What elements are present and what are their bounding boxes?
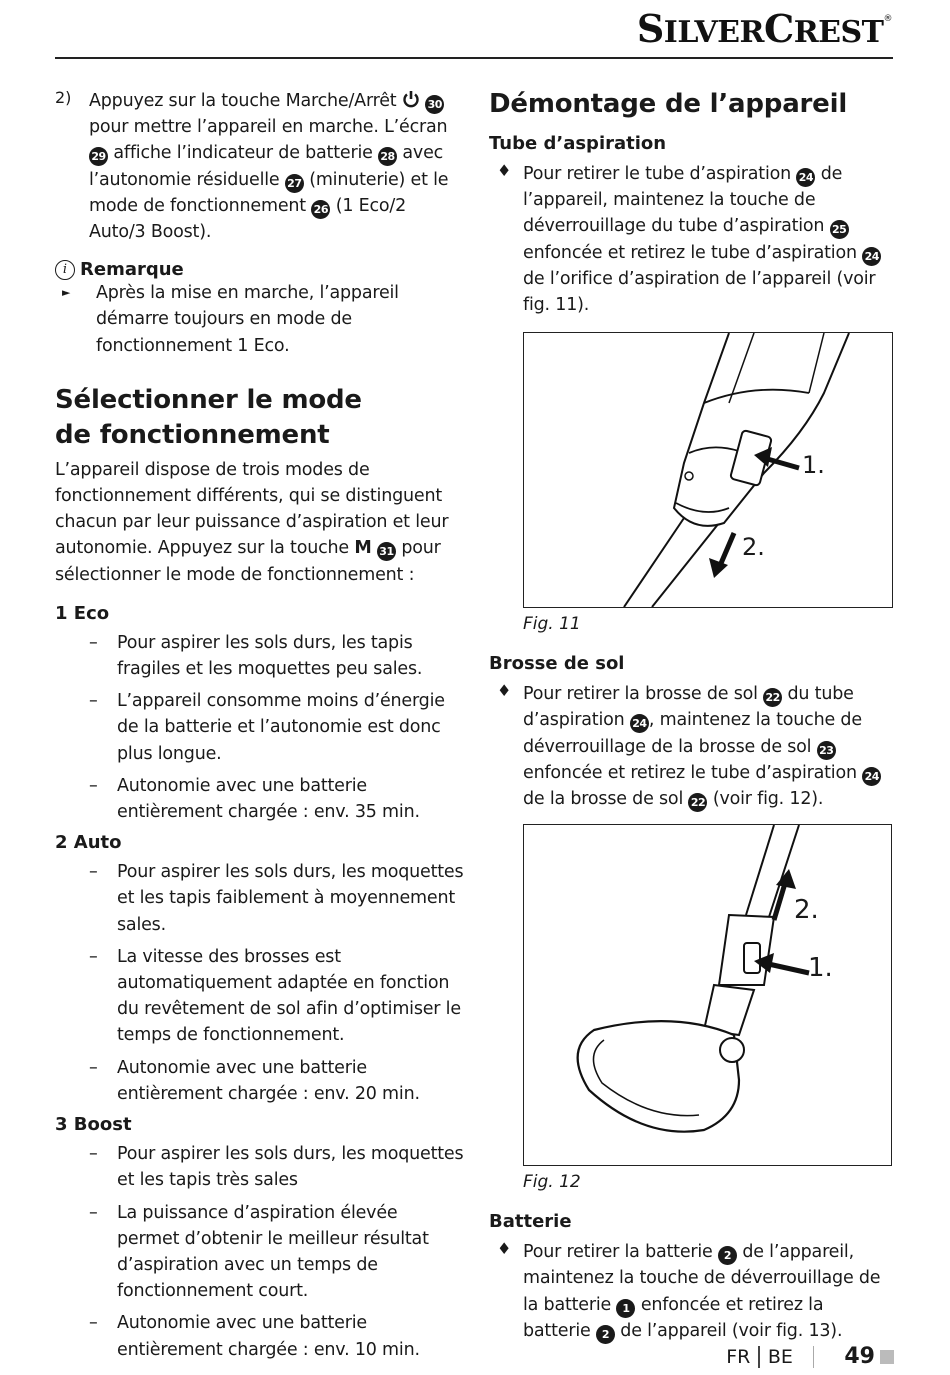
footer-separator	[813, 1346, 815, 1368]
right-column	[489, 88, 894, 1344]
ref-24: 24	[862, 247, 881, 266]
ref-29: 29	[89, 147, 108, 166]
triangle-bullet-icon: ►	[62, 286, 71, 300]
header-rule	[55, 57, 893, 59]
mode-title: 2 Auto	[55, 832, 122, 854]
tube-item	[489, 161, 894, 318]
power-icon	[402, 90, 420, 108]
mode-item	[55, 688, 465, 767]
mode-item	[55, 1055, 465, 1107]
dash-bullet-icon: –	[89, 1057, 98, 1078]
text: enfoncée et retirez le tube d’aspiration	[523, 762, 863, 783]
mode-title: 3 Boost	[55, 1114, 132, 1136]
ref-28: 28	[378, 147, 397, 166]
mode-title: 1 Eco	[55, 602, 110, 624]
text: de l’appareil, maintenez la touche de déverrouillage de la batterie	[523, 1242, 881, 1315]
text: Pour retirer la batterie	[523, 1242, 718, 1263]
note-heading	[55, 259, 465, 280]
dash-bullet-icon: –	[89, 691, 98, 712]
text: avec l’autonomie résiduelle	[89, 143, 444, 190]
dash-bullet-icon: –	[89, 775, 98, 796]
registered-mark: ®	[883, 14, 892, 24]
subsection-title: Tube d’aspiration	[489, 133, 667, 154]
mode-item	[55, 630, 465, 682]
step-2	[55, 88, 465, 245]
mode-item-text: Pour aspirer les sols durs, les tapis fragiles et les moquettes peu sales.	[117, 632, 423, 680]
text: enfoncée et retirez le tube d’aspiration	[523, 242, 863, 263]
diamond-bullet-icon: ♦	[497, 681, 512, 701]
ref-24: 24	[630, 714, 649, 733]
brand-logo	[637, 6, 892, 51]
batterie-item	[489, 1239, 894, 1344]
mode-item-text: L’appareil consomme moins d’énergie de la batterie et l’autonomie est donc plus longue.	[117, 691, 445, 764]
figure-label-1: 1.	[808, 953, 833, 984]
intro-paragraph	[55, 457, 465, 588]
mode-item	[55, 1141, 465, 1193]
tube-text	[523, 161, 894, 318]
text: de l’orifice d’aspiration de l’appareil (voir fig. 11).	[523, 268, 876, 316]
logo-letter: S	[636, 6, 664, 51]
mode-item-text: Pour aspirer les sols durs, les moquettes et les tapis faiblement à moyennement sales.	[117, 862, 464, 935]
brosse-text	[523, 681, 894, 812]
batterie-text	[523, 1239, 894, 1344]
diamond-bullet-icon: ♦	[497, 1239, 512, 1259]
subsection-title: Batterie	[489, 1211, 572, 1233]
page-square-icon	[880, 1350, 894, 1364]
ref-30: 30	[425, 95, 444, 114]
ref-2: 2	[596, 1325, 615, 1344]
mode-item-text: Autonomie avec une batterie entièrement chargée : env. 20 min.	[117, 1057, 420, 1104]
footer-separator	[758, 1346, 760, 1368]
language-fr: FR	[726, 1345, 751, 1368]
text: affiche l’indicateur de batterie	[108, 143, 379, 164]
step-number: 2)	[55, 88, 72, 107]
modes-list	[55, 602, 465, 1363]
section-title	[55, 383, 465, 453]
title-line: de fonctionnement	[55, 419, 330, 450]
figure-label-2: 2.	[794, 895, 819, 926]
mode-item	[55, 773, 465, 825]
figure-12	[523, 824, 892, 1166]
text: , maintenez la touche de déverrouillage de la brosse de sol	[523, 710, 862, 757]
ref-27: 27	[285, 174, 304, 193]
step-text	[89, 88, 465, 245]
info-icon: i	[55, 260, 75, 280]
dash-bullet-icon: –	[89, 946, 98, 967]
text: du tube d’aspiration	[523, 684, 854, 731]
tube-removal-illustration	[524, 333, 892, 607]
note-text: Après la mise en marche, l’appareil démarre toujours en mode de fonctionnement 1 Eco.	[96, 283, 399, 356]
ref-31: 31	[377, 542, 396, 561]
page-number: 49	[844, 1344, 875, 1369]
text: Appuyez sur la touche Marche/Arrêt	[89, 91, 402, 111]
text: Pour retirer la brosse de sol	[523, 684, 764, 705]
text: de l’appareil (voir fig. 13).	[614, 1320, 843, 1341]
figure-11	[523, 332, 893, 608]
text: pour sélectionner le mode de fonctionnement :	[55, 538, 441, 585]
brosse-item	[489, 681, 894, 812]
text: de la brosse de sol	[523, 789, 689, 810]
ref-26: 26	[311, 200, 330, 219]
ref-2: 2	[718, 1246, 737, 1265]
text: (minuterie) et le mode de fonctionnement	[89, 169, 449, 216]
mode-item-text: La vitesse des brosses est automatiquement adaptée en fonction du revêtement de sol afin d’optimiser le temps de fonctionnement.	[117, 946, 461, 1046]
text: enfoncée et retirez la batterie	[523, 1294, 824, 1341]
language-be: BE	[767, 1345, 793, 1368]
mode-item-text: La puissance d’aspiration élevée permet d’obtenir le meilleur résultat d’aspiration avec un temps de fonctionnement court.	[117, 1202, 429, 1302]
mode-item-text: Pour aspirer les sols durs, les moquettes et les tapis très sales	[117, 1144, 464, 1191]
logo-text: REST	[793, 15, 884, 50]
mode-item-text: Autonomie avec une batterie entièrement chargée : env. 35 min.	[117, 775, 420, 823]
ref-24: 24	[862, 767, 881, 786]
ref-24: 24	[796, 168, 815, 187]
dash-bullet-icon: –	[89, 632, 98, 653]
text: de l’appareil, maintenez la touche de déverrouillage du tube d’aspiration	[523, 164, 843, 237]
dash-bullet-icon: –	[89, 1144, 98, 1165]
diamond-bullet-icon: ♦	[497, 161, 512, 180]
section-title: Démontage de l’appareil	[489, 89, 848, 119]
m-key: M	[354, 538, 372, 559]
text: pour mettre l’appareil en marche. L’écran	[89, 117, 448, 138]
left-column	[55, 88, 465, 1369]
ref-22: 22	[688, 793, 707, 812]
logo-letter: C	[763, 6, 794, 51]
figure-label-1: 1.	[802, 451, 825, 480]
mode-item	[55, 859, 465, 938]
mode-item-text: Autonomie avec une batterie entièrement chargée : env. 10 min.	[117, 1313, 420, 1360]
brush-removal-illustration	[524, 825, 891, 1165]
logo-text: ILVER	[663, 15, 764, 50]
title-line: Sélectionner le mode	[55, 384, 362, 415]
note-item	[55, 280, 465, 359]
ref-23: 23	[817, 741, 836, 760]
dash-bullet-icon: –	[89, 1313, 98, 1334]
text: (1 Eco/2 Auto/3 Boost).	[89, 195, 407, 243]
figure-caption: Fig. 12	[523, 1172, 581, 1193]
subsection-title: Brosse de sol	[489, 653, 625, 675]
dash-bullet-icon: –	[89, 862, 98, 883]
text: L’appareil dispose de trois modes de fonctionnement différents, qui se distinguent chacun par leur puissance d’aspiration et leur autonomie. Appuyez sur la touche	[55, 459, 449, 559]
figure-label-2: 2.	[742, 533, 765, 562]
page-footer	[726, 1344, 894, 1369]
ref-22: 22	[763, 688, 782, 707]
mode-item	[55, 1310, 465, 1362]
ref-25: 25	[830, 220, 849, 239]
mode-item	[55, 944, 465, 1049]
figure-caption: Fig. 11	[523, 614, 581, 635]
text: (voir fig. 12).	[707, 789, 824, 810]
ref-1: 1	[616, 1299, 635, 1318]
note-title: Remarque	[80, 259, 184, 281]
text: Pour retirer le tube d’aspiration	[523, 164, 797, 184]
dash-bullet-icon: –	[89, 1202, 98, 1223]
mode-item	[55, 1200, 465, 1305]
